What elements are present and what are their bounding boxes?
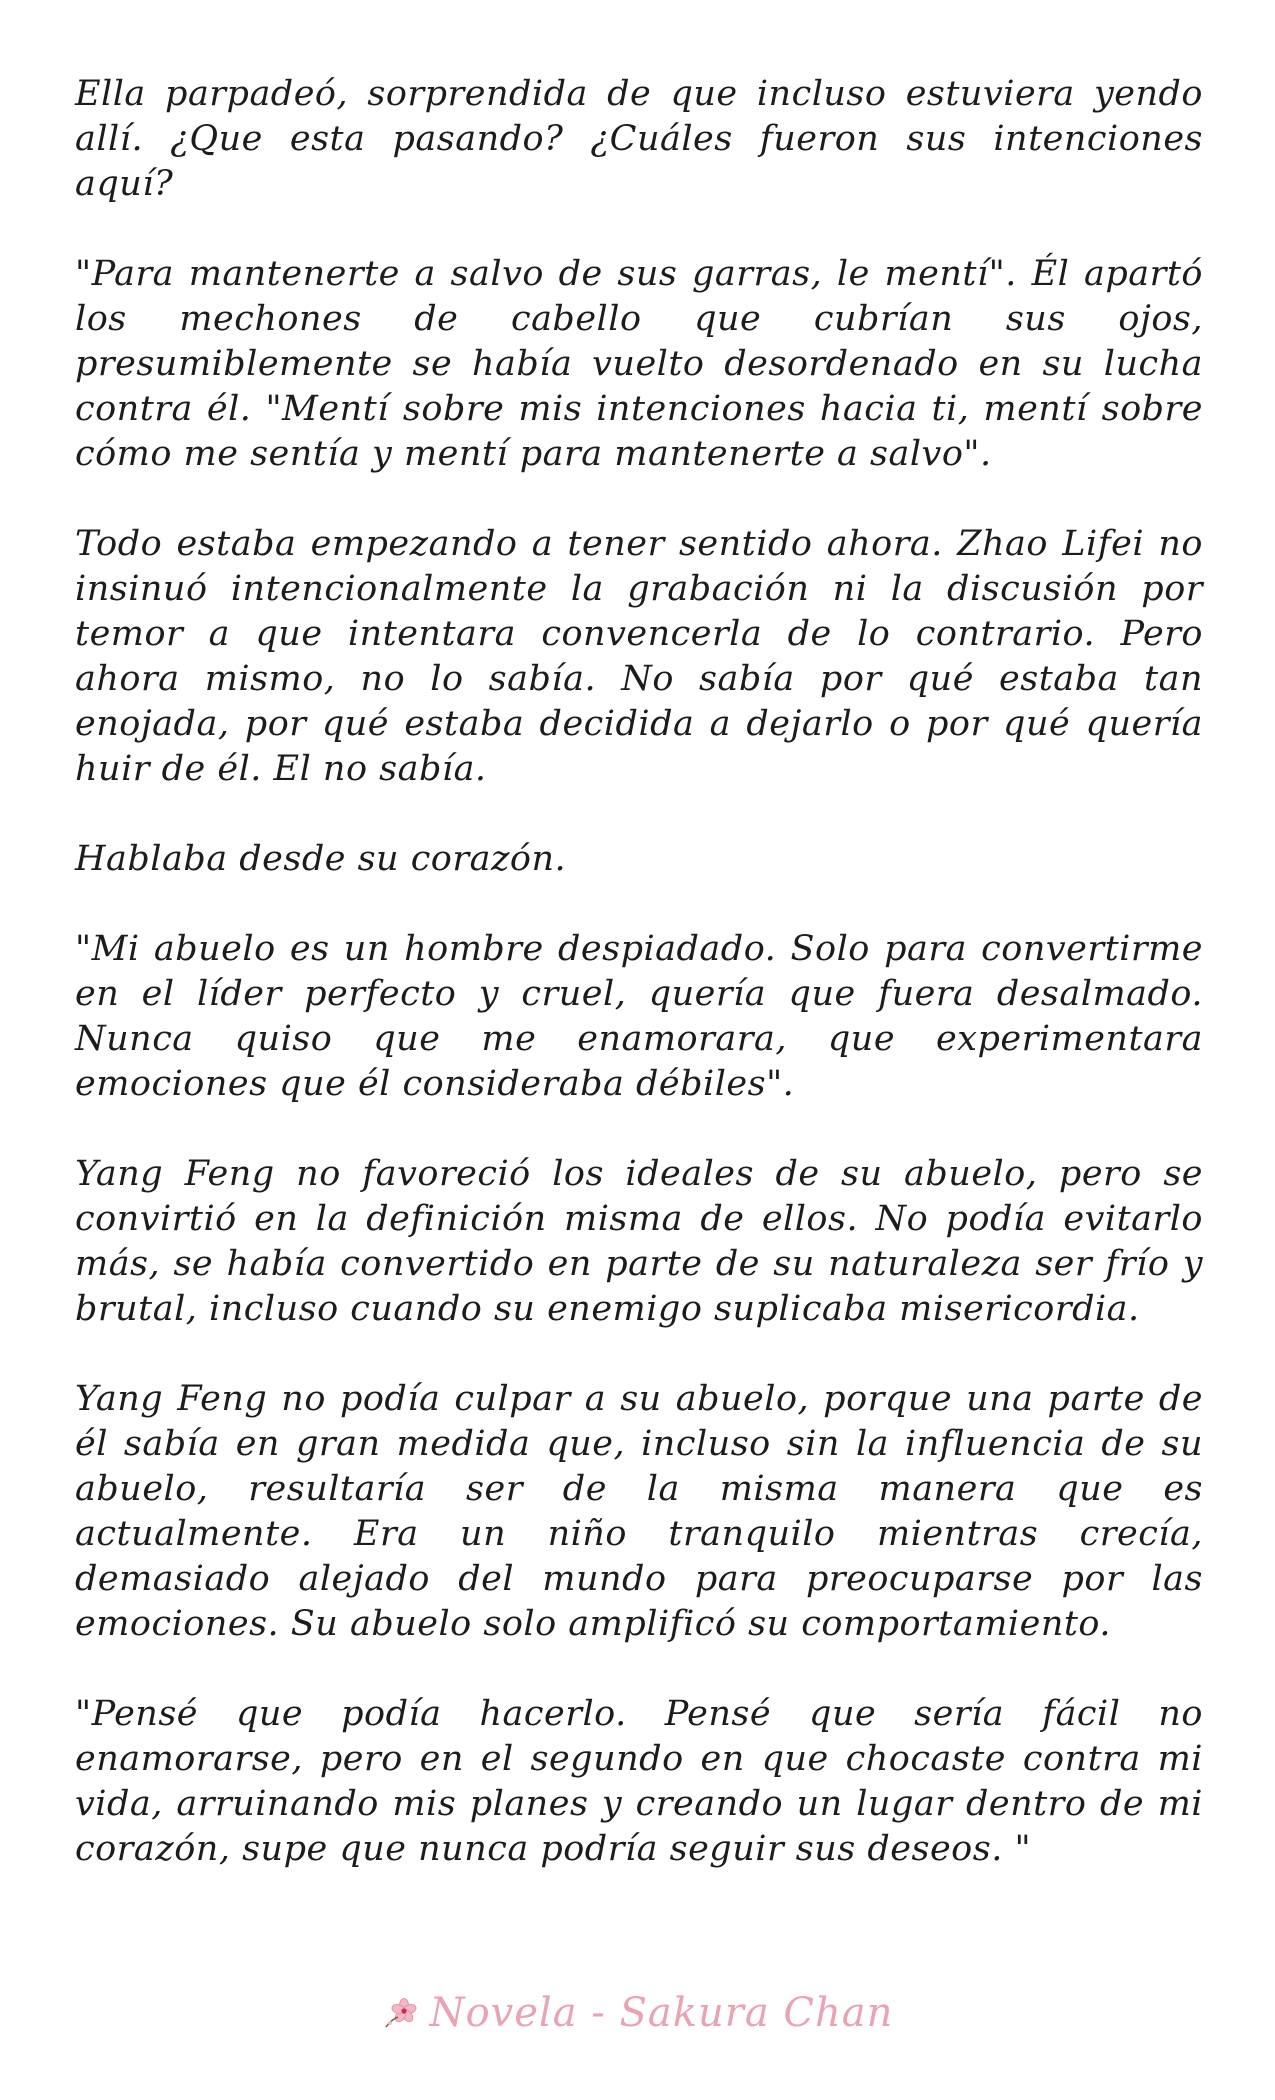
sakura-blossom-icon [382, 1993, 422, 2033]
watermark [0, 1983, 1275, 2043]
watermark-text: Novela - Sakura Chan [429, 1990, 894, 2036]
paragraph: "Para mantenerte a salvo de sus garras, le mentí". Él apartó los mechones de cabello que cubrían sus ojos, presumiblemente se había vuelto desordenado en su lucha contra él. "Mentí sobre mis intenciones hacia ti, mentí sobre cómo me sentía y mentí para mantenerte a salvo". [75, 254, 1203, 474]
paragraph: Todo estaba empezando a tener sentido ahora. Zhao Lifei no insinuó intencionalmente la grabación ni la discusión por temor a que intentara convencerla de lo contrario. Pero ahora mismo, no lo sabía. No sabía por qué estaba tan enojada, por qué estaba decidida a dejarlo o por qué quería huir de él. El no sabía. [75, 524, 1203, 789]
paragraph: "Mi abuelo es un hombre despiadado. Solo para convertirme en el líder perfecto y cruel, quería que fuera desalmado. Nunca quiso que me enamorara, que experimentara emociones que él consideraba débiles". [75, 929, 1203, 1104]
paragraph: Hablaba desde su corazón. [75, 839, 567, 879]
paragraph: Ella parpadeó, sorprendida de que incluso estuviera yendo allí. ¿Que esta pasando? ¿Cuáles fueron sus intenciones aquí? [75, 74, 1203, 204]
text-body [75, 72, 1203, 1917]
paragraph: "Pensé que podía hacerlo. Pensé que sería fácil no enamorarse, pero en el segundo en que chocaste contra mi vida, arruinando mis planes y creando un lugar dentro de mi corazón, supe que nunca podría seguir sus deseos. " [75, 1694, 1203, 1869]
paragraph: Yang Feng no favoreció los ideales de su abuelo, pero se convirtió en la definición misma de ellos. No podía evitarlo más, se había convertido en parte de su naturaleza ser frío y brutal, incluso cuando su enemigo suplicaba misericordia. [75, 1154, 1203, 1329]
paragraph: Yang Feng no podía culpar a su abuelo, porque una parte de él sabía en gran medida que, incluso sin la influencia de su abuelo, resultaría ser de la misma manera que es actualmente. Era un niño tranquilo mientras crecía, demasiado alejado del mundo para preocuparse por las emociones. Su abuelo solo amplificó su comportamiento. [75, 1379, 1203, 1644]
